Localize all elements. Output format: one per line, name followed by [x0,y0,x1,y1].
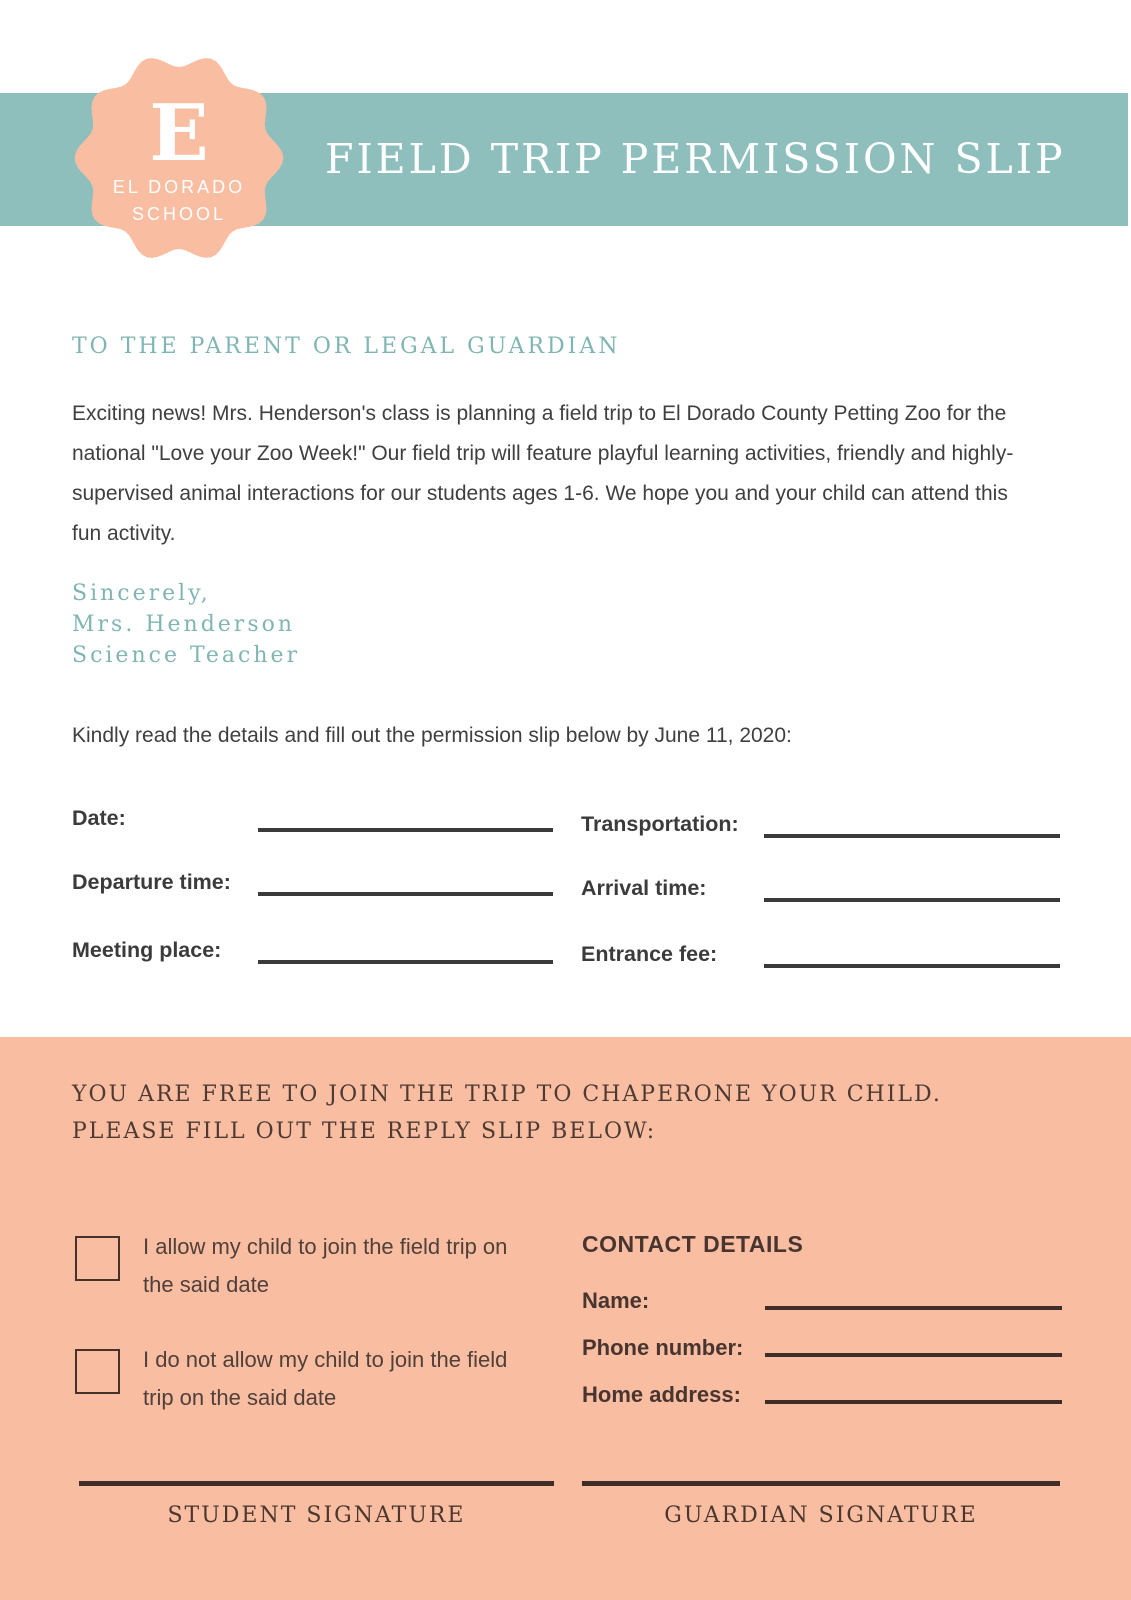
home-address-label: Home address: [582,1382,741,1407]
entrance-fee-label: Entrance fee: [581,942,718,966]
letter-body: Exciting news! Mrs. Henderson's class is planning a field trip to El Dorado County Petting Zoo for the national "Love your Zoo Week!" Our field trip will feature playful learning activities, friendly and highly-supervised animal interactions for our students ages 1-6. We hope you and your child can attend this fun activity. [72,402,1014,545]
departure-time-input-line[interactable] [258,892,553,896]
reply-slip-heading [72,1076,942,1150]
checkbox-allow[interactable] [75,1236,120,1281]
school-name-line2: SCHOOL [131,204,227,224]
signoff-line-name: Mrs. Henderson [72,612,296,637]
signoff-block [72,578,300,671]
school-name-line1: EL DORADO [112,177,246,197]
arrival-time-input-line[interactable] [764,898,1060,902]
field-row-date [72,806,553,838]
meeting-place-label: Meeting place: [72,938,222,962]
name-input-line[interactable] [765,1306,1062,1310]
signoff-line-sincerely: Sincerely, [72,581,211,606]
salutation-heading: TO THE PARENT OR LEGAL GUARDIAN [72,334,621,359]
field-row-entrance-fee [581,942,1060,974]
reply-heading-line1: YOU ARE FREE TO JOIN THE TRIP TO CHAPERONE YOUR CHILD. [72,1082,942,1107]
checkbox-not-allow[interactable] [75,1349,120,1394]
student-signature-label: STUDENT SIGNATURE [167,1503,466,1528]
page-title: FIELD TRIP PERMISSION SLIP [325,135,1066,183]
checkbox-allow-label: I allow my child to join the field trip on the said date [143,1234,508,1297]
contact-details-heading: CONTACT DETAILS [582,1231,804,1257]
instructions-text: Kindly read the details and fill out the permission slip below by June 11, 2020: [72,724,792,747]
arrival-time-label: Arrival time: [581,876,707,900]
guardian-signature-label: GUARDIAN SIGNATURE [664,1503,978,1528]
entrance-fee-input-line[interactable] [764,964,1060,968]
phone-number-input-line[interactable] [765,1353,1062,1357]
date-label: Date: [72,806,126,830]
transportation-label: Transportation: [581,812,739,836]
guardian-signature-line[interactable] [582,1481,1060,1486]
signoff-line-role: Science Teacher [72,643,301,668]
date-input-line[interactable] [258,828,553,832]
student-signature-line[interactable] [79,1481,554,1486]
reply-heading-line2: PLEASE FILL OUT THE REPLY SLIP BELOW: [72,1119,657,1144]
field-row-transportation [581,812,1060,844]
transportation-input-line[interactable] [764,834,1060,838]
name-label: Name: [582,1288,650,1313]
school-initial: E [149,88,209,179]
field-row-arrival-time [581,876,1060,908]
phone-number-label: Phone number: [582,1335,744,1360]
departure-time-label: Departure time: [72,870,231,894]
checkbox-not-allow-label: I do not allow my child to join the field trip on the said date [143,1347,508,1410]
school-badge [68,47,290,269]
field-row-meeting-place [72,938,553,970]
home-address-input-line[interactable] [765,1400,1062,1404]
field-row-departure-time [72,870,553,902]
meeting-place-input-line[interactable] [258,960,553,964]
